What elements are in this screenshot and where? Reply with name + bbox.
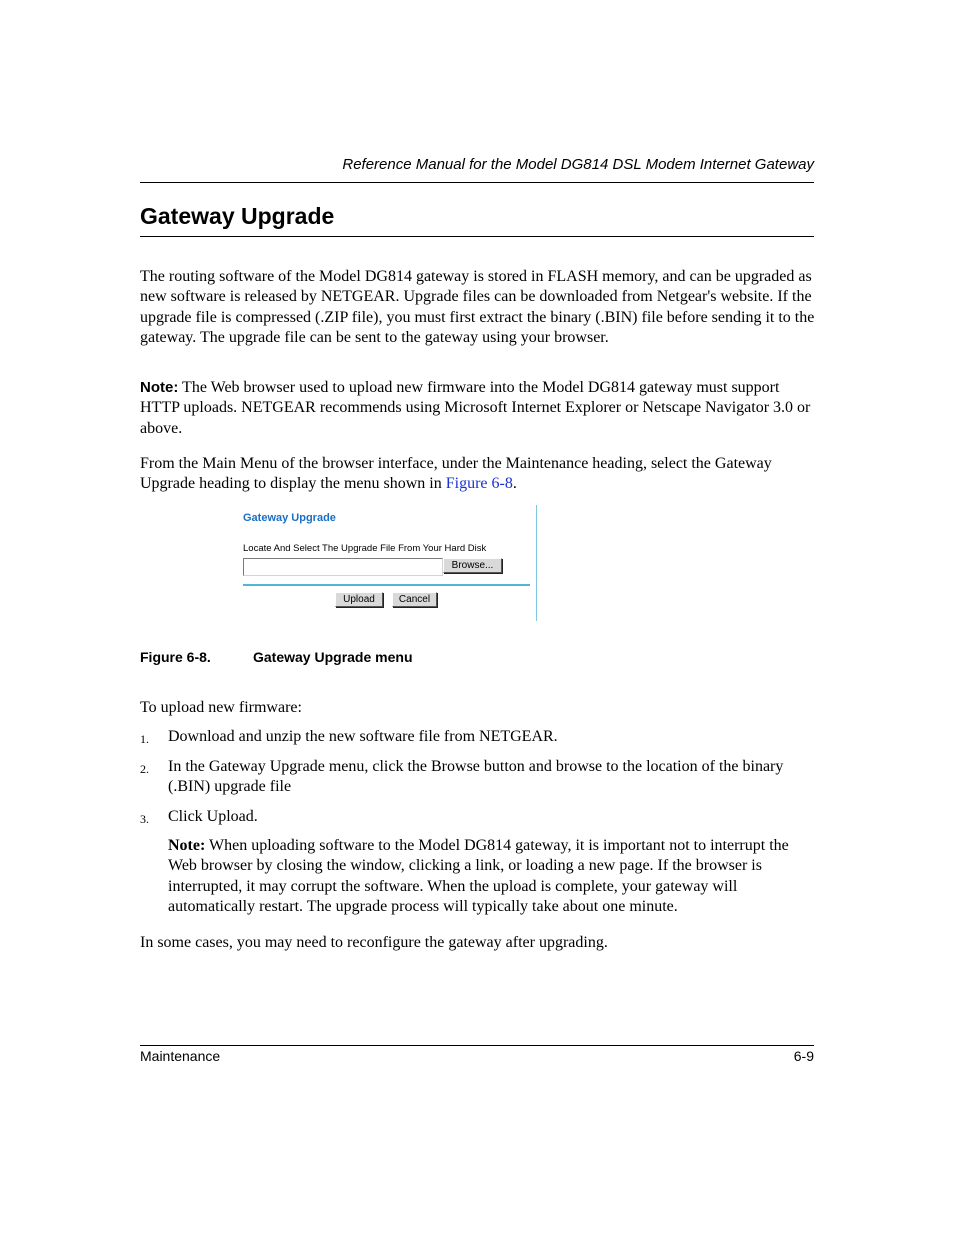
figure-panel-title: Gateway Upgrade	[243, 512, 336, 524]
step-number: 2.	[140, 762, 149, 776]
browse-button[interactable]: Browse...	[443, 558, 502, 573]
upload-note-text: When uploading software to the Model DG814 gateway, it is important not to interrupt the Web browser by closing the window, clicking a link, or loading a new page. If the browser is interrupted, it may corrupt the software. When the upload is complete, your gateway will automatically restart. The upgrade process will typically take about one minute.	[168, 837, 789, 915]
note-text: The Web browser used to upload new firmware into the Model DG814 gateway must support HTTP uploads. NETGEAR recommends using Microsoft Internet Explorer or Netscape Navigator 3.0 or above.	[140, 379, 811, 437]
page-title: Gateway Upgrade	[140, 203, 335, 229]
upgrade-file-input[interactable]	[243, 558, 443, 576]
menu-text-after: .	[512, 475, 517, 493]
page-number: 6-9	[793, 1048, 814, 1064]
menu-text-before: From the Main Menu of the browser interface, under the Maintenance heading, select the Gateway Upgrade heading to display the menu shown in	[140, 455, 772, 493]
menu-paragraph	[140, 454, 820, 495]
cancel-button[interactable]: Cancel	[392, 592, 437, 607]
file-field-label: Locate And Select The Upgrade File From Your Hard Disk	[243, 543, 487, 554]
note-label: Note:	[140, 379, 179, 396]
figure-caption-text: Gateway Upgrade menu	[253, 649, 413, 665]
closing-paragraph: In some cases, you may need to reconfigure the gateway after upgrading.	[140, 934, 608, 951]
title-rule	[140, 236, 814, 237]
footer-rule	[140, 1045, 814, 1046]
figure-frame-edge	[536, 505, 537, 621]
upload-note	[168, 836, 818, 917]
footer-chapter: Maintenance	[140, 1048, 221, 1064]
step-number: 3.	[140, 812, 149, 826]
upload-button[interactable]: Upload	[335, 592, 383, 607]
header-rule	[140, 182, 814, 183]
note-paragraph	[140, 378, 820, 439]
running-header: Reference Manual for the Model DG814 DSL Modem Internet Gateway	[342, 156, 814, 173]
figure-divider	[243, 584, 530, 586]
step-number: 1.	[140, 732, 149, 746]
procedure-intro: To upload new firmware:	[140, 699, 302, 716]
step-text: Click Upload.	[168, 808, 258, 825]
figure-link[interactable]: Figure 6-8	[445, 475, 513, 493]
upload-note-label: Note:	[168, 837, 206, 854]
figure-caption-number: Figure 6-8.	[140, 649, 211, 665]
intro-paragraph: The routing software of the Model DG814 gateway is stored in FLASH memory, and can be upgraded as new software is released by NETGEAR. Upgrade files can be downloaded from Netgear's website. If the upgrade file is compressed (.ZIP file), you must first extract the binary (.BIN) file before sending it to the gateway. The upgrade file can be sent to the gateway using your browser.	[140, 268, 815, 346]
step-text: Download and unzip the new software file from NETGEAR.	[168, 728, 558, 745]
step-text: In the Gateway Upgrade menu, click the Browse button and browse to the location of the binary (.BIN) upgrade file	[168, 758, 784, 796]
